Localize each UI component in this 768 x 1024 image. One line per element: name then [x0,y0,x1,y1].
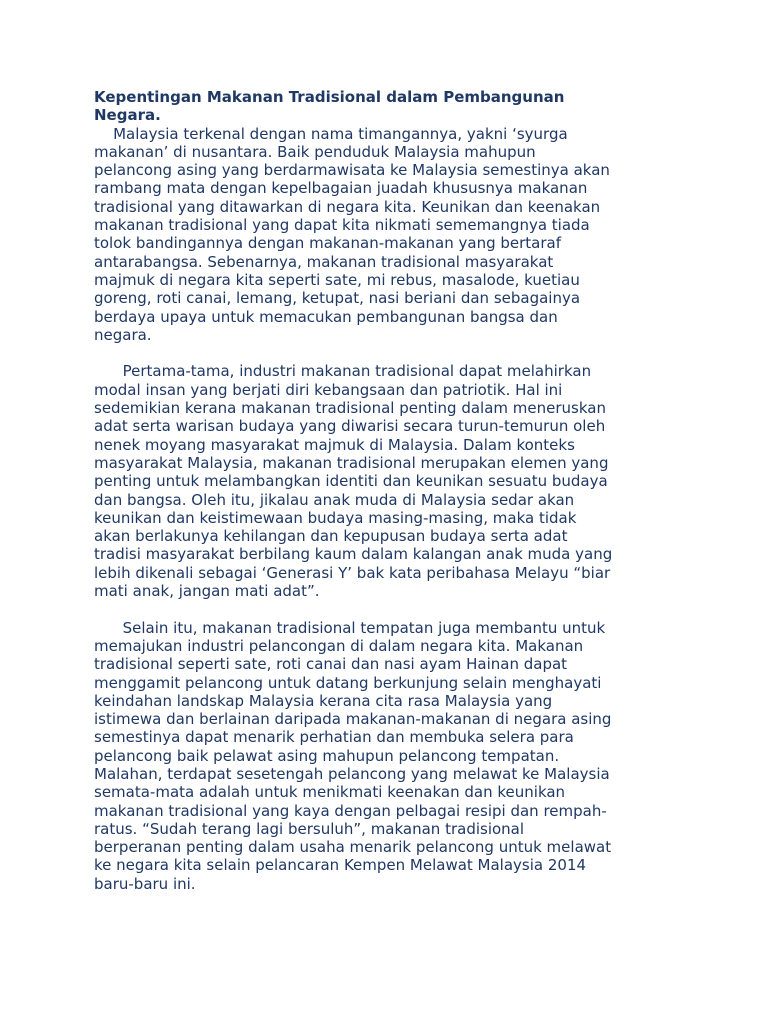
paragraph-line: semestinya dapat menarik perhatian dan membuka selera para [94,728,574,747]
paragraph-line: dan bangsa. Oleh itu, jikalau anak muda di Malaysia sedar akan [94,490,575,509]
paragraph-line: ke negara kita selain pelancaran Kempen Melawat Malaysia 2014 [94,856,587,875]
paragraph-line: negara. [94,325,152,344]
paragraph-line: modal insan yang berjati diri kebangsaan dan patriotik. Hal ini [94,380,563,399]
paragraph-line: masyarakat Malaysia, makanan tradisional merupakan elemen yang [94,453,609,472]
paragraph-line: rambang mata dengan kepelbagaian juadah khususnya makanan [94,179,588,198]
paragraph-line: penting untuk melambangkan identiti dan keunikan sesuatu budaya [94,472,608,491]
paragraph-line: nenek moyang masyarakat majmuk di Malaysia. Dalam konteks [94,435,575,454]
paragraph-line: berdaya upaya untuk memacukan pembangunan bangsa dan [94,307,558,326]
paragraph-line: majmuk di negara kita seperti sate, mi rebus, masalode, kuetiau [94,270,580,289]
paragraph-line: akan berlakunya kehilangan dan kepupusan budaya serta adat [94,527,568,546]
paragraph-line: Pertama-tama, industri makanan tradisional dapat melahirkan [94,362,592,381]
paragraph-line: Selain itu, makanan tradisional tempatan juga membantu untuk [94,618,606,637]
paragraph-line: tradisional yang ditawarkan di negara kita. Keunikan dan keenakan [94,197,601,216]
paragraph-line: tolok bandingannya dengan makanan-makanan yang bertaraf [94,234,562,253]
paragraph-line: Malahan, terdapat sesetengah pelancong yang melawat ke Malaysia [94,764,610,783]
paragraph-line: menggamit pelancong untuk datang berkunjung selain menghayati [94,673,602,692]
document-paragraphs [94,125,678,893]
paragraph-line: istimewa dan berlainan daripada makanan-makanan di negara asing [94,710,612,729]
paragraph [94,125,678,345]
paragraph-line: keunikan dan keistimewaan budaya masing-masing, maka tidak [94,508,577,527]
paragraph-line: mati anak, jangan mati adat”. [94,582,320,601]
paragraph-line: tradisional seperti sate, roti canai dan nasi ayam Hainan dapat [94,655,568,674]
paragraph-line: pelancong baik pelawat asing mahupun pelancong tempatan. [94,746,560,765]
paragraph [94,619,678,893]
paragraph-line: Malaysia terkenal dengan nama timangannya, yakni ‘syurga [94,124,568,143]
paragraph-line: sedemikian kerana makanan tradisional penting dalam meneruskan [94,399,606,418]
title-line: Kepentingan Makanan Tradisional dalam Pembangunan [94,88,565,106]
paragraph-line: memajukan industri pelancongan di dalam negara kita. Makanan [94,636,584,655]
paragraph-gap [94,344,678,362]
paragraph-line: antarabangsa. Sebenarnya, makanan tradisional masyarakat [94,252,554,271]
paragraph-line: lebih dikenali sebagai ‘Generasi Y’ bak kata peribahasa Melayu “biar [94,563,611,582]
paragraph-line: makanan tradisional yang kaya dengan pelbagai resipi dan rempah- [94,801,607,820]
paragraph-line: ratus. “Sudah terang lagi bersuluh”, makanan tradisional [94,819,525,838]
document-title [94,88,678,125]
paragraph-line: tradisi masyarakat berbilang kaum dalam kalangan anak muda yang [94,545,613,564]
paragraph-line: keindahan landskap Malaysia kerana cita rasa Malaysia yang [94,691,553,710]
document-body [94,88,678,893]
title-line: Negara. [94,106,161,125]
paragraph-line: semata-mata adalah untuk menikmati keenakan dan keunikan [94,783,566,802]
paragraph [94,362,678,600]
paragraph-line: adat serta warisan budaya yang diwarisi secara turun-temurun oleh [94,417,606,436]
paragraph-line: berperanan penting dalam usaha menarik pelancong untuk melawat [94,838,612,857]
paragraph-line: pelancong asing yang berdarmawisata ke Malaysia semestinya akan [94,161,610,180]
paragraph-gap [94,600,678,618]
paragraph-line: makanan tradisional yang dapat kita nikmati sememangnya tiada [94,216,590,235]
paragraph-line: goreng, roti canai, lemang, ketupat, nasi beriani dan sebagainya [94,289,581,308]
paragraph-line: baru-baru ini. [94,874,196,893]
paragraph-line: makanan’ di nusantara. Baik penduduk Malaysia mahupun [94,142,536,161]
